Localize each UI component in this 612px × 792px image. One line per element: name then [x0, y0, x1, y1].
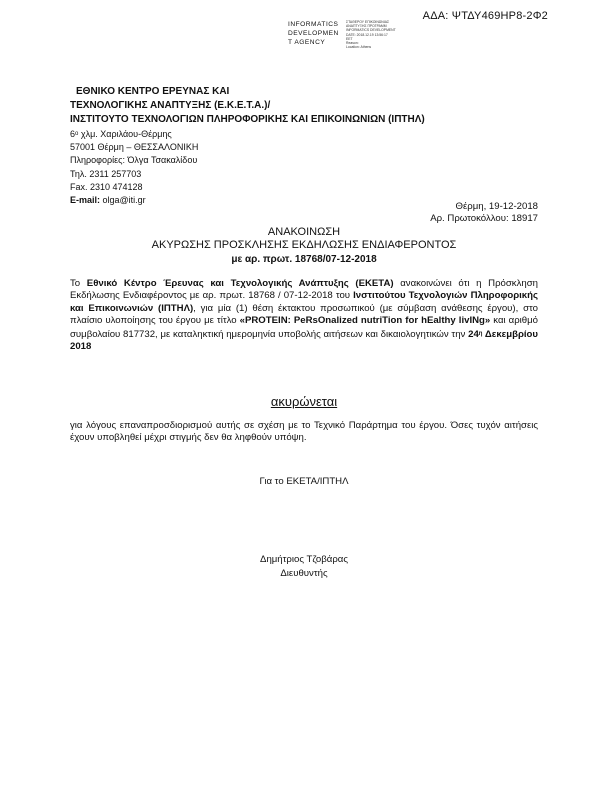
address-block — [70, 128, 198, 207]
text-run: Το — [70, 278, 87, 289]
reason-paragraph: για λόγους επαναπροσδιορισμού αυτής σε σχέση με το Τεχνικό Παράρτημα του έργου. Όσες τυχόν αιτήσεις έχουν υποβληθεί μέχρι στιγμής δεν θα ληφθούν υπόψη. — [70, 420, 538, 444]
announcement-title: ΑΝΑΚΟΙΝΩΣΗ — [267, 226, 341, 238]
email-value: olga@iti.gr — [100, 195, 146, 206]
stamp-line: ΑΝΑΠΤΥΞΗΣ ΠΡΟΓΡΑΜΜ — [346, 24, 387, 29]
stamp-line: EET — [346, 36, 353, 41]
km-sup: ο — [75, 131, 79, 137]
ada-code: ΑΔΑ: ΨΤΔΥ469ΗΡ8-2Φ2 — [422, 10, 548, 22]
protocol-number: Αρ. Πρωτοκόλλου: 18917 — [430, 213, 538, 224]
signature-for-line: Για το ΕΚΕΤΑ/ΙΠΤΗΛ — [259, 476, 349, 487]
project-title: «PROTEIN: PeRsOnalized nutriTion for hEalthy livINg» — [239, 315, 491, 327]
organization-name-line1: ΕΘΝΙΚΟ ΚΕΝΤΡΟ ΕΡΕΥΝΑΣ ΚΑΙ — [76, 86, 230, 97]
text-run: , για μία (1) θέση έκτακτου προσωπικού (με σύμβαση ανάθεσης έργου), στο πλαίσιο υλοποίησης του έργου με τίτλο — [70, 302, 538, 327]
stamp-line: Location: Athens — [346, 45, 372, 50]
stamp-line: DATE: 2018.12.19 13:56:17 — [346, 32, 388, 37]
postal-address: 57001 Θέρμη – ΘΕΣΣΑΛΟΝΙΚΗ — [70, 142, 199, 153]
announcement-reference: με αρ. πρωτ. 18768/07-12-2018 — [231, 254, 377, 265]
signatory-role: Διευθυντής — [280, 568, 328, 579]
signatory-name: Δημήτριος Τζοβάρας — [260, 554, 348, 565]
telephone: Τηλ. 2311 257703 — [70, 168, 142, 179]
deadline-day: 24 — [468, 328, 479, 340]
organization-name-line2: ΤΕΧΝΟΛΟΓΙΚΗΣ ΑΝΑΠΤΥΞΗΣ (Ε.Κ.Ε.Τ.Α.)/ — [70, 100, 271, 111]
announcement-subtitle: ΑΚΥΡΩΣΗΣ ΠΡΟΣΚΛΗΣΗΣ ΕΚΔΗΛΩΣΗΣ ΕΝΔΙΑΦΕΡΟΝΤΟΣ — [151, 239, 457, 251]
stamp-line: INFORMATICS DEVELOPMENT — [346, 28, 396, 33]
km-rest: χλμ. Χαριλάου-Θέρμης — [78, 129, 172, 139]
text-run-bold: Εθνικό Κέντρο Έρευνας και Τεχνολογικής Ανάπτυξης (ΕΚΕΤΑ) — [86, 278, 394, 289]
logo-line: INFORMATICS — [288, 21, 339, 28]
stamp-logo — [288, 21, 348, 47]
email-label: E-mail: — [70, 195, 101, 206]
annulled-heading: ακυρώνεται — [270, 394, 338, 409]
document-meta — [430, 201, 538, 225]
main-paragraph — [70, 278, 538, 353]
stamp-line: ΣΤΑΘΕΡΟΥ ΕΠΙΚΟΙΝΩΝΙΑΣ — [346, 20, 390, 24]
text-run: ανακοινώνει ότι η Πρόσκληση Εκδήλωσης Ενδιαφέροντος με αρ. πρωτ. 18768 / 07-12-2018 του — [70, 278, 538, 302]
logo-line: DEVELOPMEN — [288, 29, 339, 37]
contact-person: Πληροφορίες: Όλγα Τσακαλίδου — [70, 155, 198, 166]
text-run: και αριθμό συμβολαίου 817732, με καταληκτική ημερομηνία υποβολής αιτήσεων και δικαιολογητικών την — [70, 315, 538, 340]
email — [70, 194, 198, 207]
street-address — [70, 128, 198, 141]
logo-line: T AGENCY — [288, 38, 326, 46]
institute-name: ΙΝΣΤΙΤΟΥΤΟ ΤΕΧΝΟΛΟΓΙΩΝ ΠΛΗΡΟΦΟΡΙΚΗΣ ΚΑΙ ΕΠΙΚΟΙΝΩΝΙΩΝ (ΙΠΤΗΛ) — [70, 114, 425, 125]
deadline-month-year: Δεκεμβρίου 2018 — [70, 328, 538, 353]
digital-signature-stamp — [346, 20, 408, 49]
text-run-bold: Ινστιτούτου Τεχνολογιών Πληροφορικής και Επικοινωνιών (ΙΠΤΗΛ) — [70, 290, 539, 314]
document-date: Θέρμη, 19-12-2018 — [455, 201, 538, 212]
km-number: 6 — [70, 129, 76, 139]
deadline-day-sup: η — [478, 330, 483, 337]
fax: Fax. 2310 474128 — [70, 181, 143, 192]
stamp-line: Reason: — [346, 41, 359, 46]
